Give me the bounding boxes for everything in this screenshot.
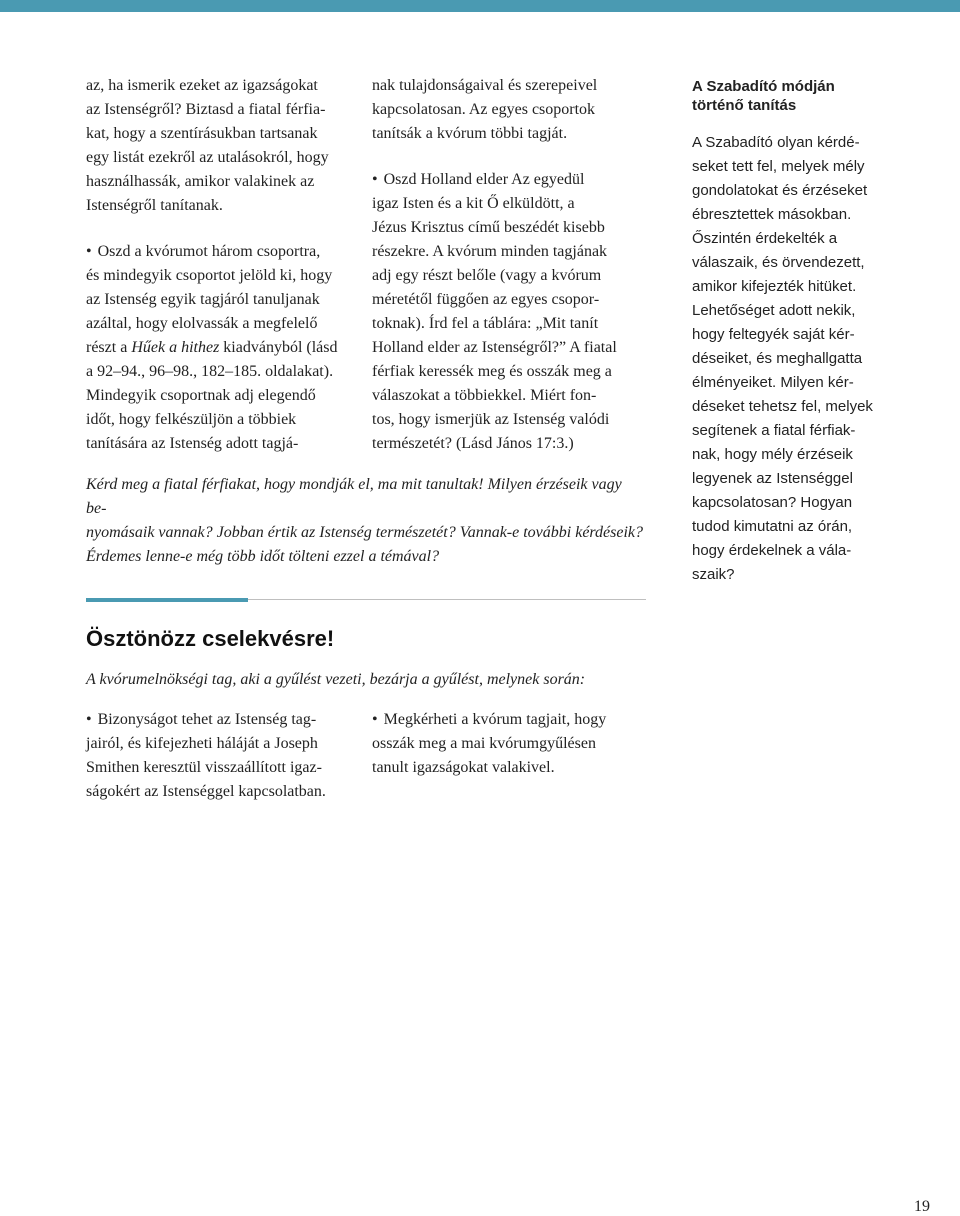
bullet-item-first-line	[86, 708, 358, 732]
bullet-text: Oszd a kvórumot három csoportra,	[97, 243, 321, 260]
text-line: ságokért az Istenséggel kapcsolatban.	[86, 783, 326, 800]
page-number: 19	[914, 1198, 930, 1215]
sidebar-teaching-tip	[692, 77, 890, 587]
bullet-icon: •	[86, 243, 92, 260]
section-divider	[86, 598, 646, 602]
sidebar-line: ébresztettek másokban.	[692, 206, 852, 223]
note-line: nyomásaik vannak? Jobban értik az Istenség természetét? Vannak-e további kérdéseik?	[86, 524, 644, 541]
note-line: Érdemes lenne-e még több időt tölteni ezzel a témával?	[86, 548, 440, 565]
text-line: azáltal, hogy elolvassák a megfelelő	[86, 315, 318, 332]
text-line: és mindegyik csoportot jelöld ki, hogy	[86, 267, 333, 284]
text-line: toknak). Írd fel a táblára: „Mit tanít	[372, 315, 599, 332]
main-content	[86, 74, 644, 804]
column-left	[86, 74, 358, 456]
bullet-icon: •	[372, 711, 378, 728]
divider-accent	[86, 598, 248, 602]
text-line: tanítására az Istenség adott tagjá-	[86, 435, 299, 452]
text-line: adj egy részt belőle (vagy a kvórum	[372, 267, 602, 284]
section-intro: A kvórumelnökségi tag, aki a gyűlést vezeti, bezárja a gyűlést, melynek során:	[86, 671, 586, 688]
text-line: használhassák, amikor valakinek az	[86, 173, 315, 190]
sidebar-line: legyenek az Istenséggel	[692, 470, 853, 487]
text-line-reference	[86, 336, 358, 360]
sidebar-title	[692, 77, 890, 115]
text-line: férfiak keressék meg és osszák meg a	[372, 363, 612, 380]
paragraph-gap	[86, 218, 358, 240]
two-column-text	[86, 74, 644, 456]
text-line: tos, hogy ismerjük az Istenség valódi	[372, 411, 610, 428]
sidebar-line: nak, hogy mély érzéseik	[692, 446, 853, 463]
sidebar-line: hogy feltegyék saját kér-	[692, 326, 855, 343]
text-line: a 92–94., 96–98., 182–185. oldalakat).	[86, 363, 334, 380]
text-line: egy listát ezekről az utalásokról, hogy	[86, 149, 329, 166]
text-line: az Istenségről? Biztasd a fiatal férfia-	[86, 101, 326, 118]
sidebar-title-line: A Szabadító módján	[692, 78, 835, 95]
action-bullets	[86, 708, 644, 804]
sidebar-line: hogy érdekelnek a vála-	[692, 542, 852, 559]
text-line: időt, hogy felkészüljön a többiek	[86, 411, 297, 428]
text-line: Istenségről tanítanak.	[86, 197, 223, 214]
sidebar-line: élményeiket. Milyen kér-	[692, 374, 854, 391]
text-line: az Istenség egyik tagjáról tanuljanak	[86, 291, 320, 308]
text-line: természetét? (Lásd János 17:3.)	[372, 435, 574, 452]
bullet-item-first-line	[86, 240, 358, 264]
section-heading: Ösztönözz cselekvésre!	[86, 626, 335, 651]
sidebar-line: tudod kimutatni az órán,	[692, 518, 853, 535]
sidebar-line: A Szabadító olyan kérdé-	[692, 134, 860, 151]
bullet-text: Megkérheti a kvórum tagjait, hogy	[383, 711, 607, 728]
sidebar-line: Lehetőséget adott nekik,	[692, 302, 856, 319]
text-line: tanult igazságokat valakivel.	[372, 759, 555, 776]
text-line: osszák meg a mai kvórumgyűlésen	[372, 735, 596, 752]
sidebar-line: kapcsolatosan? Hogyan	[692, 494, 853, 511]
sidebar-line: déseket tehetsz fel, melyek	[692, 398, 873, 415]
note-line: Kérd meg a fiatal férfiakat, hogy mondják el, ma mit tanultak! Milyen érzéseik vagy be-	[86, 476, 622, 517]
top-color-bar	[0, 0, 960, 12]
sidebar-line: segítenek a fiatal férfiak-	[692, 422, 856, 439]
text-line: nak tulajdonságaival és szerepeivel	[372, 77, 598, 94]
sidebar-line: gondolatokat és érzéseket	[692, 182, 868, 199]
text-line: igaz Isten és a kit Ő elküldött, a	[372, 195, 575, 212]
sidebar-line: szaik?	[692, 566, 735, 583]
text-line: kat, hogy a szentírásukban tartsanak	[86, 125, 318, 142]
sidebar-title-line: történő tanítás	[692, 97, 797, 114]
sidebar-line: válaszaik, és örvendezett,	[692, 254, 865, 271]
text-line: válaszokat a többiekkel. Miért fon-	[372, 387, 597, 404]
text-line: méretétől függően az egyes csopor-	[372, 291, 600, 308]
text-line: az, ha ismerik ezeket az igazságokat	[86, 77, 318, 94]
bullet-icon: •	[372, 171, 378, 188]
text-line: Jézus Krisztus című beszédét kisebb	[372, 219, 605, 236]
sidebar-line: déseiket, és meghallgatta	[692, 350, 863, 367]
text-line: Mindegyik csoportnak adj elegendő	[86, 387, 316, 404]
ref-pre: részt a	[86, 339, 132, 356]
paragraph-gap	[372, 146, 644, 168]
sidebar-line: amikor kifejezték hitüket.	[692, 278, 857, 295]
text-line: tanítsák a kvórum többi tagját.	[372, 125, 568, 142]
bullet-item-first-line	[372, 708, 644, 732]
column-right	[372, 74, 644, 456]
text-line: részekre. A kvórum minden tagjának	[372, 243, 608, 260]
bullet-item-first-line	[372, 168, 644, 192]
action-column-right	[372, 708, 644, 804]
sidebar-line: Őszintén érdekelték a	[692, 230, 838, 247]
sidebar-body	[692, 131, 890, 587]
italic-note	[86, 473, 646, 569]
bullet-icon: •	[86, 711, 92, 728]
text-line: kapcsolatosan. Az egyes csoportok	[372, 101, 596, 118]
action-column-left	[86, 708, 358, 804]
text-line: Smithen keresztül visszaállított igaz-	[86, 759, 322, 776]
bullet-text: Bizonyságot tehet az Istenség tag-	[97, 711, 317, 728]
sidebar-line: seket tett fel, melyek mély	[692, 158, 865, 175]
text-line: Holland elder az Istenségről?” A fiatal	[372, 339, 617, 356]
ref-post: kiadványból (lásd	[219, 339, 338, 356]
text-line: jairól, és kifejezheti háláját a Joseph	[86, 735, 318, 752]
publication-title: Hűek a hithez	[131, 339, 220, 356]
bullet-text: Oszd Holland elder Az egyedül	[383, 171, 585, 188]
